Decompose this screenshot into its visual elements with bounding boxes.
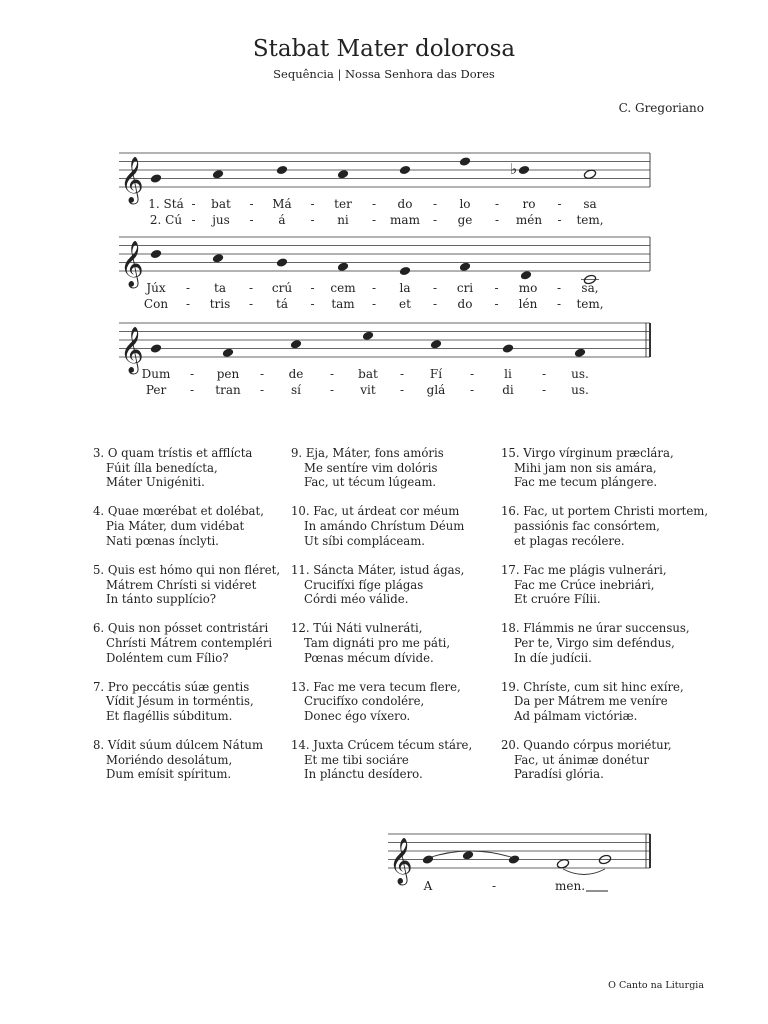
half-note: [556, 858, 569, 869]
lyric-hyphen: -: [557, 197, 562, 211]
stanza: [291, 738, 496, 782]
lyric-hyphen: -: [249, 213, 254, 227]
lyric-syllable: Júx: [146, 281, 166, 295]
lyric-hyphen: -: [310, 213, 315, 227]
lyric-syllable: li: [504, 367, 512, 381]
lyric-syllable: di: [502, 383, 514, 397]
stanza: [291, 621, 496, 665]
lyric-hyphen: -: [432, 297, 438, 311]
lyric-syllable: ro: [522, 197, 536, 211]
lyric-syllable: pen: [216, 367, 240, 381]
stanza: [501, 446, 706, 490]
lyric-hyphen: -: [399, 367, 405, 381]
stanza-line: 3. O quam trístis et afflícta: [93, 446, 253, 460]
lyric-syllable: tris: [209, 297, 231, 311]
lyric-syllable: do: [397, 197, 413, 211]
note-head: [150, 173, 162, 184]
stanza-line: 6. Quis non pósset contristári: [93, 621, 269, 636]
stanza-line: 13. Fac me vera tecum flere,: [291, 679, 461, 694]
lyric-syllable: sí: [291, 383, 301, 397]
lyric-hyphen: -: [329, 367, 335, 381]
stanza: [93, 738, 298, 782]
stanza-line: 8. Vídit súum dúlcem Nátum: [93, 738, 264, 753]
lyric-syllable: la: [399, 281, 411, 295]
stanza-line: Vídit Jésum in torméntis,: [106, 694, 254, 709]
note-head: [150, 343, 162, 354]
stanza-line: Máter Unigéniti.: [106, 475, 205, 490]
lyric-syllable: et: [399, 297, 411, 311]
lyric-syllable: lo: [459, 197, 471, 211]
stanza: [291, 680, 496, 724]
lyric-syllable: 2. Cú: [149, 213, 183, 227]
lyric-syllable: cri: [456, 281, 474, 295]
composer-credit: C. Gregoriano: [618, 101, 704, 115]
lyric-syllable: tá: [276, 297, 288, 311]
stanza: [93, 446, 298, 490]
stanza-line: 10. Fac, ut árdeat cor méum: [291, 504, 460, 519]
note-head: [337, 169, 349, 180]
lyric-hyphen: -: [185, 297, 191, 311]
note-head: [459, 156, 471, 167]
stanza: [93, 563, 298, 607]
stanza: [291, 563, 496, 607]
treble-clef-icon: 𝄞: [120, 157, 144, 203]
stanza-column-2: [291, 446, 496, 796]
lyric-syllable: Dum: [141, 367, 171, 381]
note-head: [399, 165, 411, 176]
stanza-line: In amándo Chrístum Déum: [304, 519, 465, 534]
lyric-syllable: ni: [337, 213, 349, 227]
note-head: [574, 347, 586, 358]
note-head: [212, 253, 224, 264]
lyric-syllable: bat: [358, 367, 378, 381]
note-head: [422, 854, 434, 865]
treble-clef-icon: 𝄞: [120, 241, 144, 287]
note-head: [290, 339, 302, 350]
lyric-hyphen: -: [310, 197, 315, 211]
stanza-line: Me sentíre vim dolóris: [304, 460, 438, 475]
lyric-syllable: tam: [331, 297, 355, 311]
lyric-syllable: crú: [271, 281, 293, 295]
stanza-line: Dum emísit spíritum.: [106, 767, 232, 782]
note-head: [399, 266, 411, 277]
lyric-syllable: -: [491, 879, 497, 893]
stanza-line: Per te, Virgo sim deféndus,: [514, 635, 675, 650]
stanza-line: 4. Quae mœrébat et dolébat,: [93, 504, 264, 519]
stanza-line: 16. Fac, ut portem Christi mortem,: [501, 504, 709, 519]
stanza-line: 15. Virgo vírginum præclára,: [501, 446, 674, 460]
stanza-line: Pia Máter, dum vidébat: [106, 519, 245, 534]
stanza-line: Crucifíxi fíge plágas: [304, 577, 424, 592]
lyric-syllable: tem,: [576, 297, 604, 311]
stanza-line: Chrísti Mátrem contempléri: [106, 635, 273, 650]
stanza-line: Nati pœnas ínclyti.: [106, 533, 219, 548]
lyric-hyphen: -: [259, 367, 265, 381]
half-note: [583, 169, 596, 180]
stanza-line: Córdi méo válide.: [304, 592, 409, 607]
lyric-syllable: men.: [554, 879, 586, 893]
stanza-line: Tam dignáti pro me páti,: [304, 635, 451, 650]
stanza-column-1: [93, 446, 298, 796]
stanza-line: 14. Juxta Crúcem técum stáre,: [291, 738, 473, 753]
stanza-line: Crucifíxo condolére,: [304, 694, 425, 709]
stanza-line: 11. Sáncta Máter, istud ágas,: [291, 562, 465, 577]
stanza-line: 12. Túi Náti vulneráti,: [291, 621, 423, 636]
note-head: [459, 261, 471, 272]
lyric-syllable: ter: [334, 197, 352, 211]
stanza-line: In tánto supplício?: [106, 592, 217, 607]
stanza-line: Fac me tecum plángere.: [514, 475, 658, 490]
note-head: [362, 330, 374, 341]
lyric-syllable: ta: [214, 281, 226, 295]
stanza-line: Et me tibi sociáre: [304, 752, 409, 767]
treble-clef-icon: 𝄞: [389, 838, 413, 884]
stanza-line: 19. Chríste, cum sit hinc exíre,: [501, 679, 684, 694]
stanza-line: 9. Eja, Máter, fons amóris: [291, 446, 444, 460]
stanza-line: Da per Mátrem me veníre: [514, 694, 668, 709]
lyric-syllable: mo: [518, 281, 538, 295]
stanza-line: In díe judícii.: [514, 650, 592, 665]
lyric-syllable: bat: [211, 197, 231, 211]
lyric-hyphen: -: [191, 213, 196, 227]
lyric-syllable: vit: [360, 383, 376, 397]
lyric-hyphen: -: [185, 281, 191, 295]
stanza: [501, 680, 706, 724]
slur: [563, 869, 605, 875]
amen-staff: [388, 834, 650, 893]
note-head: [502, 343, 514, 354]
stanza-line: Paradísi glória.: [514, 767, 604, 782]
lyric-hyphen: -: [494, 197, 500, 211]
stanza-line: Doléntem cum Fílio?: [106, 650, 229, 665]
lyric-syllable: 1. Stá: [148, 197, 184, 211]
stanza-line: Et cruóre Fílii.: [514, 592, 601, 607]
lyric-hyphen: -: [371, 281, 377, 295]
stanza: [501, 504, 709, 548]
lyric-hyphen: -: [556, 297, 562, 311]
lyric-hyphen: -: [310, 281, 315, 295]
note-head: [520, 270, 532, 281]
note-head: [337, 261, 349, 272]
note-head: [276, 165, 288, 176]
lyric-syllable: ge: [457, 213, 473, 227]
lyric-hyphen: -: [399, 383, 405, 397]
note-head: [508, 854, 520, 865]
lyric-hyphen: -: [189, 367, 195, 381]
lyric-hyphen: -: [541, 383, 547, 397]
lyric-syllable: lén: [518, 297, 538, 311]
staff-system: [119, 153, 650, 227]
lyric-syllable: Per: [145, 383, 167, 397]
lyric-hyphen: -: [432, 213, 438, 227]
page-subtitle: Sequência | Nossa Senhora das Dores: [273, 67, 495, 81]
lyric-hyphen: -: [469, 367, 475, 381]
stanza: [291, 504, 496, 548]
note-head: [222, 347, 234, 358]
lyric-hyphen: -: [371, 197, 377, 211]
note-head: [150, 249, 162, 260]
stanza-line: Pœnas mécum dívide.: [304, 650, 434, 665]
lyric-hyphen: -: [371, 213, 377, 227]
flat-sign-icon: ♭: [510, 160, 518, 178]
stanza: [501, 621, 706, 665]
lyric-syllable: á: [278, 213, 286, 227]
stanza-line: Moriéndo desolátum,: [106, 752, 233, 767]
lyric-hyphen: -: [557, 213, 562, 227]
lyric-hyphen: -: [432, 281, 438, 295]
lyric-syllable: de: [288, 367, 304, 381]
page-title: Stabat Mater dolorosa: [252, 36, 516, 62]
stanza-line: In plánctu desídero.: [304, 767, 423, 782]
footer-credit: O Canto na Liturgia: [608, 980, 704, 991]
lyric-syllable: sa,: [581, 281, 599, 295]
stanza-line: Fúit ílla benedícta,: [106, 460, 218, 475]
stanza-line: passiónis fac consórtem,: [514, 519, 660, 534]
stanza: [93, 621, 298, 665]
stanza-column-3: [501, 446, 709, 796]
lyric-syllable: A: [423, 879, 433, 893]
stanza: [93, 680, 298, 724]
stanza-line: 17. Fac me plágis vulnerári,: [501, 562, 667, 577]
lyric-hyphen: -: [371, 297, 377, 311]
lyric-syllable: tem,: [576, 213, 604, 227]
lyric-hyphen: -: [469, 383, 475, 397]
stanza-line: et plagas recólere.: [514, 533, 625, 548]
lyric-syllable: tran: [215, 383, 241, 397]
stanza-line: Mihi jam non sis amára,: [514, 460, 657, 475]
lyric-hyphen: -: [494, 281, 499, 295]
lyric-syllable: cem: [330, 281, 356, 295]
staff-system: [119, 323, 650, 397]
stanza: [291, 446, 496, 490]
stanza-line: Donec égo víxero.: [304, 709, 411, 724]
lyric-syllable: us.: [571, 367, 589, 381]
stanza-line: 20. Quando córpus moriétur,: [501, 738, 672, 753]
note-head: [430, 339, 442, 350]
treble-clef-icon: 𝄞: [120, 327, 144, 373]
lyric-hyphen: -: [310, 297, 315, 311]
lyric-hyphen: -: [191, 197, 196, 211]
note-head: [518, 165, 530, 176]
stanza-line: 7. Pro peccátis súæ gentis: [93, 679, 250, 694]
lyric-hyphen: -: [249, 197, 254, 211]
stanza: [501, 563, 706, 607]
stanza: [501, 738, 706, 782]
stanza: [93, 504, 298, 548]
stanza-line: Ad pálmam victóriæ.: [514, 709, 638, 724]
lyric-hyphen: -: [248, 281, 254, 295]
lyric-hyphen: -: [494, 213, 500, 227]
stanza-line: Et flagéllis súbditum.: [106, 709, 233, 724]
lyric-hyphen: -: [189, 383, 195, 397]
lyric-hyphen: -: [541, 367, 547, 381]
lyric-hyphen: -: [556, 281, 562, 295]
lyric-syllable: sa: [583, 197, 597, 211]
lyric-syllable: us.: [571, 383, 589, 397]
lyric-syllable: mén: [515, 213, 543, 227]
lyric-hyphen: -: [248, 297, 254, 311]
note-head: [276, 257, 288, 268]
stanza-line: Fac me Crúce inebriári,: [514, 577, 655, 592]
lyric-syllable: Fí: [429, 367, 443, 381]
stanza-line: 18. Flámmis ne úrar succensus,: [501, 621, 690, 636]
stanza-line: Mátrem Chrísti si vidéret: [106, 577, 257, 592]
lyric-syllable: do: [457, 297, 473, 311]
note-head: [212, 169, 224, 180]
lyric-hyphen: -: [432, 197, 438, 211]
stanza-line: Fac, ut técum lúgeam.: [304, 475, 437, 490]
lyric-hyphen: -: [329, 383, 335, 397]
lyric-syllable: glá: [426, 383, 446, 397]
lyric-syllable: Má: [272, 197, 292, 211]
stanza-line: Ut síbi compláceam.: [304, 533, 426, 548]
lyric-syllable: mam: [390, 213, 420, 227]
lyric-hyphen: -: [494, 297, 499, 311]
stanza-line: 5. Quis est hómo qui non fléret,: [93, 562, 281, 577]
lyric-syllable: jus: [212, 213, 230, 227]
lyric-hyphen: -: [259, 383, 265, 397]
stanza-line: Fac, ut ánimæ donétur: [514, 752, 649, 767]
staff-system: [119, 237, 650, 311]
lyric-syllable: Con: [143, 297, 169, 311]
